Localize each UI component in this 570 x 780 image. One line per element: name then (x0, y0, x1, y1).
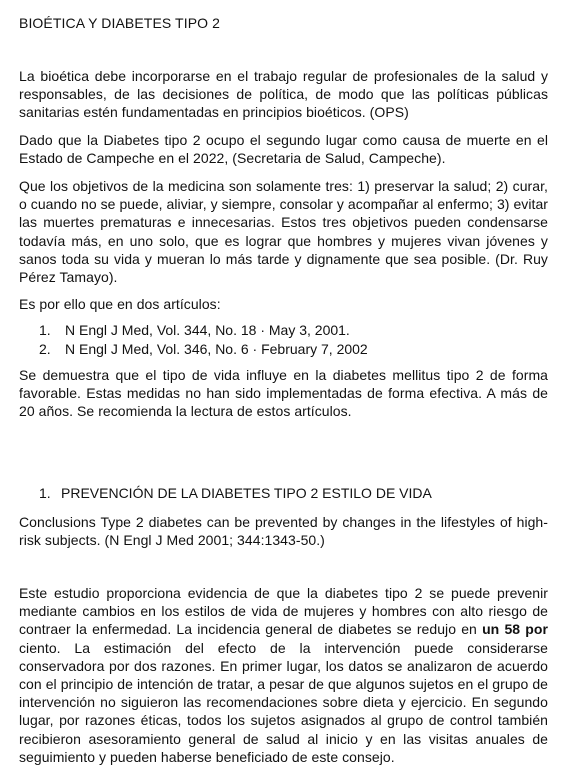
paragraph-ops: La bioética debe incorporarse en el trabajo regular de profesionales de la salud y responsables, de las decisiones de política, de modo que las políticas públicas sanitarias estén fundamentadas en principios bioéticos. (OPS) (19, 68, 548, 121)
paragraph-lifestyle-influence: Se demuestra que el tipo de vida influye en la diabetes mellitus tipo 2 de forma favorable. Estas medidas no han sido implementadas de forma efectiva. A más de 20 años. Se recomienda la lectura de estos artículos. (19, 367, 548, 420)
paragraph-study-evidence (19, 584, 548, 766)
list-item-number: 2. (39, 341, 51, 357)
list-item-number: 1. (39, 322, 51, 338)
paragraph-conclusions: Conclusions Type 2 diabetes can be prevented by changes in the lifestyles of high-risk subjects. (N Engl J Med 2001; 344:1343-50.) (19, 514, 548, 549)
paragraph-text-before: Este estudio proporciona evidencia de que la diabetes tipo 2 se puede prevenir mediante cambios en los estilos de vida de mujeres y hombres con alto riesgo de contraer la enfermedad. La incidencia general de diabetes se redujo en (19, 585, 548, 638)
list-item-text: N Engl J Med, Vol. 344, No. 18 · May 3, 2001. (65, 322, 350, 338)
highlighted-reduction: un 58 por (482, 621, 548, 638)
paragraph-campeche: Dado que la Diabetes tipo 2 ocupo el segundo lugar como causa de muerte en el Estado de Campeche en el 2022, (Secretaria de Salud, Campeche). (19, 132, 548, 167)
document-title: BIOÉTICA Y DIABETES TIPO 2 (19, 15, 221, 31)
list-item-text: N Engl J Med, Vol. 346, No. 6 · February 7, 2002 (65, 341, 368, 357)
paragraph-text-after: ciento. La estimación del efecto de la intervención puede considerarse conservadora por dos razones. En primer lugar, los datos se analizaron de acuerdo con el principio de intención de tratar, a pesar de que algunos sujetos en el grupo de intervención no siguieron las recomendaciones sobre dieta y ejercicio. En segundo lugar, por razones éticas, todos los sujetos asignados al grupo de control también recibieron asesoramiento general de salud al inicio y en las visitas anuales de seguimiento y pueden haberse beneficiado de este consejo. (19, 639, 548, 765)
paragraph-medicine-objectives: Que los objetivos de la medicina son solamente tres: 1) preservar la salud; 2) curar, o cuando no se puede, aliviar, y siempre, consolar y acompañar al enfermo; 3) evitar las muertes prematuras e innecesarias. Estos tres objetivos pueden condensarse todavía más, en uno solo, que es lograr que hombres y mujeres vivan jóvenes y sanos toda su vida y mueran lo más tarde y dignamente que sea posible. (Dr. Ruy Pérez Tamayo). (19, 178, 548, 286)
section-heading (39, 484, 432, 502)
section-heading-text: PREVENCIÓN DE LA DIABETES TIPO 2 ESTILO DE VIDA (61, 485, 432, 501)
section-heading-number: 1. (39, 485, 51, 501)
paragraph-articles-intro: Es por ello que en dos artículos: (19, 296, 221, 312)
